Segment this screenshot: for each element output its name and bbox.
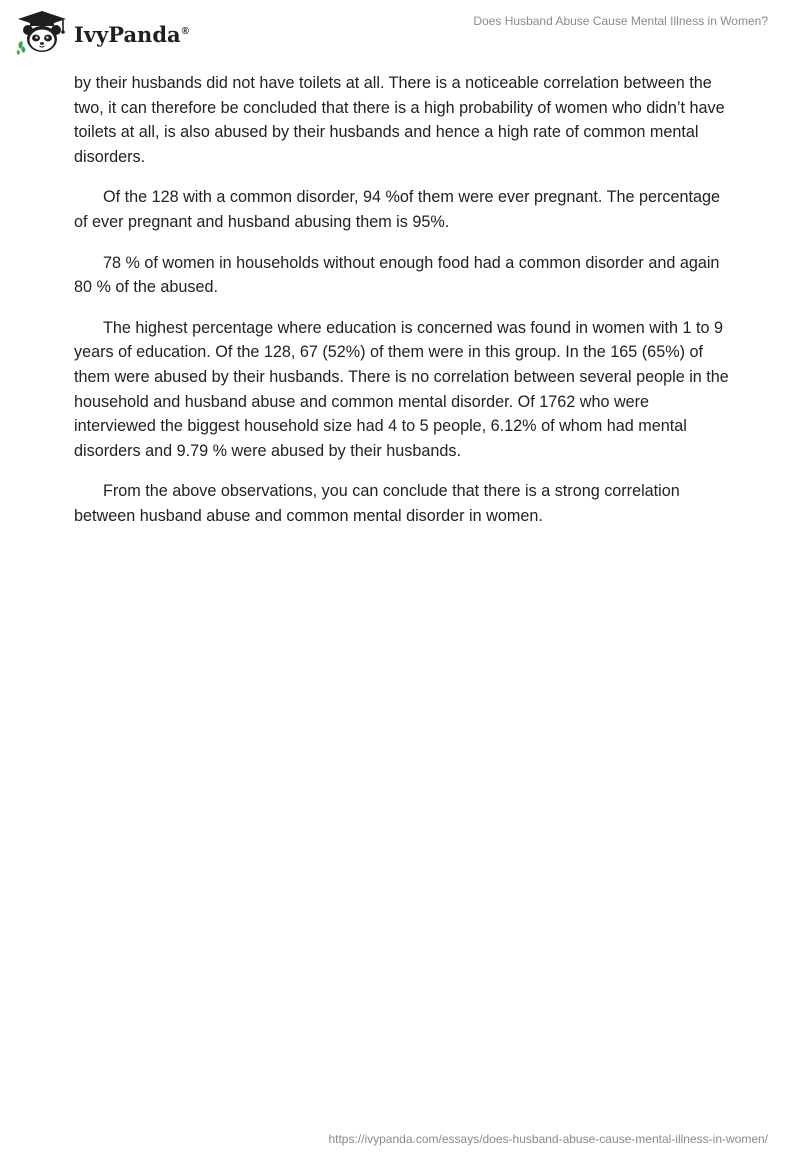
brand-name: IvyPanda®: [74, 21, 189, 47]
paragraph-1: by their husbands did not have toilets at all. There is a noticeable correlation between the two, it can therefore be concluded that there is a high probability of women who didn’t have toilets at all, is also abused by their husbands and hence a high rate of common mental disorders.: [74, 74, 725, 166]
essay-body: [74, 71, 734, 545]
paragraph-3: 78 % of women in households without enough food had a common disorder and again 80 % of the abused.: [74, 253, 720, 297]
panda-graduate-icon: [14, 9, 70, 57]
registered-mark: ®: [181, 25, 189, 37]
source-url[interactable]: https://ivypanda.com/essays/does-husband-abuse-cause-mental-illness-in-women/: [328, 1132, 768, 1146]
document-title: Does Husband Abuse Cause Mental Illness in Women?: [473, 14, 768, 28]
paragraph-4: The highest percentage where education is concerned was found in women with 1 to 9 years of education. Of the 128, 67 (52%) of them were in this group. In the 165 (65%) of them were abused by their husbands. There is no correlation between several people in the household and husband abuse and common mental disorder. Of 1762 who were interviewed the biggest household size had 4 to 5 people, 6.12% of whom had mental disorders and 9.79 % were abused by their husbands.: [74, 318, 729, 460]
paragraph-2: Of the 128 with a common disorder, 94 %of them were ever pregnant. The percentage of ever pregnant and husband abusing them is 95%.: [74, 188, 720, 231]
ivypanda-logo[interactable]: [14, 8, 189, 58]
page-header: [0, 0, 800, 64]
paragraph-5: From the above observations, you can conclude that there is a strong correlation between husband abuse and common mental disorder in women.: [74, 482, 680, 525]
